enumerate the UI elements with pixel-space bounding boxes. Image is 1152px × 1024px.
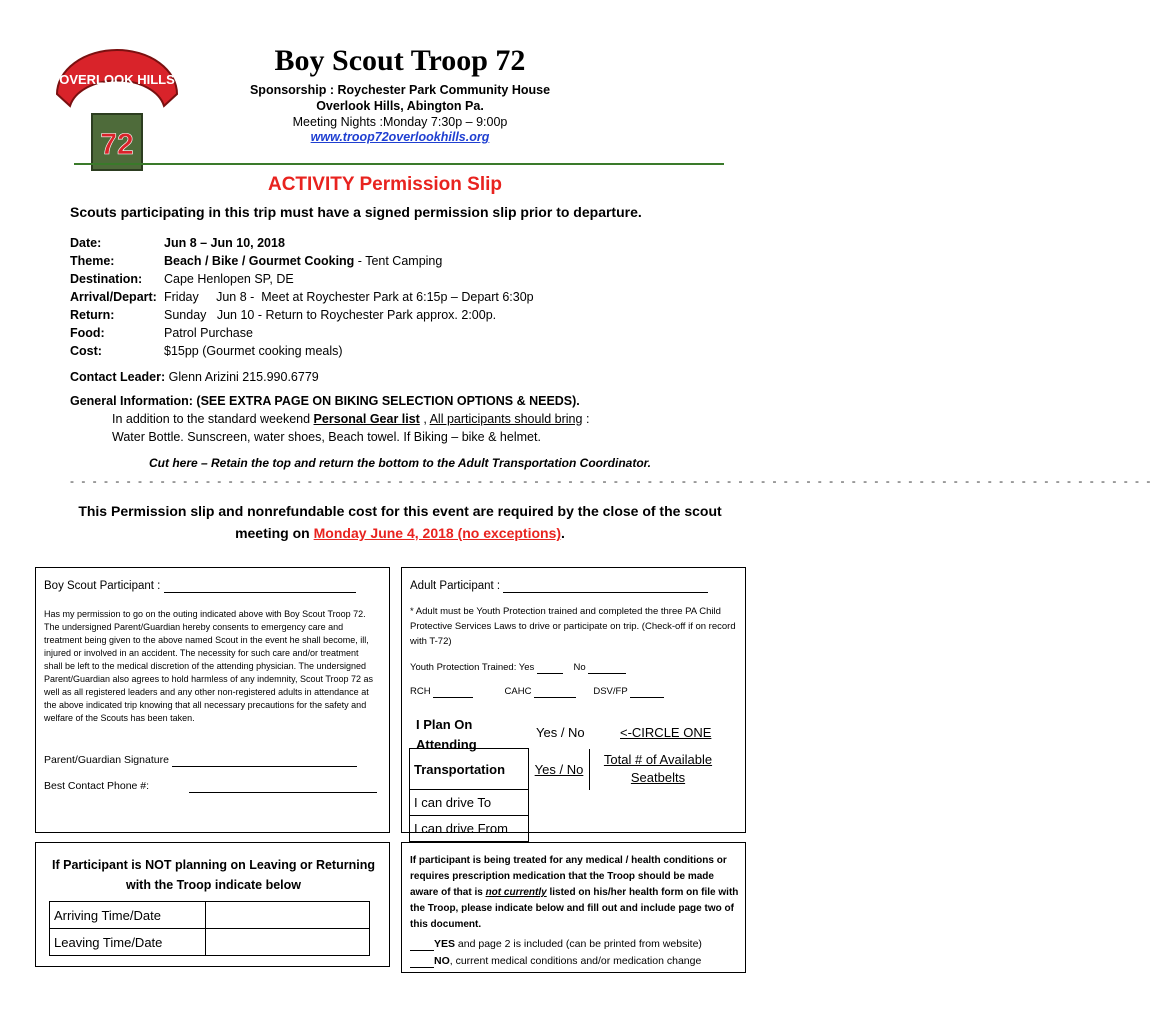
training-row — [410, 686, 664, 698]
medical-no-field[interactable] — [410, 955, 434, 968]
ypt-yes-field[interactable] — [537, 662, 563, 674]
consent-text: Has my permission to go on the outing indicated above with Boy Scout Troop 72. The undersigned Parent/Guardian hereby consents to emergency care and treatment being given to the above named Scout in the event he shall become, ill, injured or involved in an accident. The necessity for such care and/or treatment shall be left to the medical discretion of the attending physician. The undersigned Parent/Guardian also agrees to hold harmless of any indemnity, Scout Troop 72 as well as all registered leaders and any other non-registered adults in attendance at the above indicated trip knowing that all necessary precautions for the safety and welfare of the Scouts has been taken. — [44, 609, 374, 723]
scout-participant-label: Boy Scout Participant : — [44, 580, 161, 592]
transport-label: Transportation — [410, 749, 529, 790]
plan-yes-no[interactable]: Yes / No — [536, 725, 585, 740]
medical-yes-row — [410, 938, 702, 951]
medical-no-row — [410, 955, 701, 968]
general-line1-b: , — [419, 412, 430, 426]
date-value: Jun 8 – Jun 10, 2018 — [164, 236, 285, 250]
signature-field[interactable] — [172, 754, 357, 767]
date-label: Date: — [70, 236, 102, 250]
scout-name-field[interactable] — [164, 580, 356, 593]
arrival-label: Arrival/Depart: — [70, 290, 157, 304]
slip-title: ACTIVITY Permission Slip — [267, 174, 503, 195]
adult-requirement: * Adult must be Youth Protection trained and completed the three PA Child Protective Services Laws to drive or participate on trip. (Check-off if on record with T-72) — [410, 606, 736, 647]
deadline-line2-b: . — [561, 525, 565, 541]
deadline-line2-a: meeting on — [235, 525, 314, 541]
header-divider — [74, 163, 724, 165]
logo-top-text: OVERLOOK HILLS — [59, 72, 175, 87]
return-label: Return: — [70, 308, 115, 322]
arrival-row — [70, 290, 534, 304]
ypt-label: Youth Protection Trained: Yes — [410, 662, 535, 673]
ypt-no-label: No — [573, 662, 586, 673]
phone-field[interactable] — [189, 780, 377, 793]
general-line1 — [112, 412, 589, 426]
cost-label: Cost: — [70, 344, 102, 358]
food-row — [70, 326, 253, 340]
medical-text-a: If participant is being treated for any medical / health conditions or requires prescription medication that the Troop should be made aware of that is — [410, 855, 727, 898]
leaving-field[interactable] — [206, 929, 370, 956]
rch-field[interactable] — [433, 686, 473, 698]
leave-heading: If Participant is NOT planning on Leaving or Returning with the Troop indicate below — [52, 858, 375, 892]
phone-row — [44, 780, 377, 793]
general-line1-a: In addition to the standard weekend — [112, 412, 314, 426]
seatbelts-cell — [590, 749, 727, 790]
contact-row — [70, 370, 319, 384]
medical-no-label: NO — [434, 955, 450, 967]
medical-text — [410, 853, 740, 933]
arriving-label: Arriving Time/Date — [50, 902, 206, 929]
rch-label: RCH — [410, 686, 431, 697]
destination-label: Destination: — [70, 272, 143, 286]
cost-row — [70, 344, 343, 358]
adult-participant-label: Adult Participant : — [410, 580, 501, 592]
theme-row — [70, 254, 442, 268]
scout-participant-box — [35, 567, 390, 833]
ypt-no-field[interactable] — [588, 662, 626, 674]
medical-yes-field[interactable] — [410, 938, 434, 951]
sponsorship: Sponsorship : Roychester Park Community House — [249, 83, 551, 97]
general-line1-c: : — [582, 412, 590, 426]
logo-number: 72 — [100, 128, 134, 161]
adult-participant-box — [401, 567, 746, 836]
date-row — [70, 236, 285, 250]
deadline-date: Monday June 4, 2018 (no exceptions) — [313, 525, 562, 541]
deadline-note — [70, 500, 730, 544]
cahc-field[interactable] — [534, 686, 576, 698]
circle-one-note: <-CIRCLE ONE — [620, 725, 712, 740]
plan-label: I Plan On Attending — [416, 717, 477, 752]
page-title: Boy Scout Troop 72 — [274, 44, 526, 77]
food-label: Food: — [70, 326, 105, 340]
cut-note: Cut here – Retain the top and return the bottom to the Adult Transportation Coordinator. — [149, 456, 651, 470]
gear-list-link[interactable]: Personal Gear list — [313, 412, 420, 426]
leaving-label: Leaving Time/Date — [50, 929, 206, 956]
medical-box — [401, 842, 746, 973]
location: Overlook Hills, Abington Pa. — [316, 99, 484, 113]
meeting-nights: Meeting Nights :Monday 7:30p – 9:00p — [292, 115, 508, 129]
destination-value: Cape Henlopen SP, DE — [164, 272, 294, 286]
food-value: Patrol Purchase — [164, 326, 253, 340]
signature-row — [44, 754, 357, 767]
adult-name-field[interactable] — [503, 580, 708, 593]
arriving-field[interactable] — [206, 902, 370, 929]
seatbelts-label: Total # of Available Seatbelts — [603, 752, 713, 785]
leave-return-box — [35, 842, 390, 967]
medical-yes-label: YES — [434, 938, 456, 950]
theme-value: Beach / Bike / Gourmet Cooking — [164, 254, 355, 268]
logo-sub-text: ABINGTON PA — [96, 94, 138, 100]
medical-no-text: , current medical conditions and/or medication change — [449, 955, 702, 967]
medical-yes-text: and page 2 is included (can be printed from website) — [455, 938, 702, 950]
signature-label: Parent/Guardian Signature — [44, 754, 169, 766]
cut-line: - - - - - - - - - - - - - - - - - - - - - - - - - - - - - - - - - - - - - - - - - - - - - - - - - - - - - - - - - - - - - - - - - - - - - - - - - - - - - - - - - - - - - - - - - - - - - - - - — [70, 474, 1152, 488]
arrival-value: Friday Jun 8 - Meet at Roychester Park at 6:15p – Depart 6:30p — [164, 290, 534, 304]
adult-participant-row — [410, 580, 708, 593]
contact-value: Glenn Arizini 215.990.6779 — [165, 370, 319, 384]
theme-extra: - Tent Camping — [354, 254, 443, 268]
contact-label: Contact Leader: — [70, 370, 166, 384]
general-line2: Water Bottle. Sunscreen, water shoes, Beach towel. If Biking – bike & helmet. — [112, 430, 541, 444]
ypt-row — [410, 662, 626, 674]
drive-from-label: I can drive From — [410, 816, 529, 842]
scout-participant-row — [44, 580, 356, 593]
troop-logo — [52, 46, 182, 176]
phone-label: Best Contact Phone #: — [44, 780, 150, 792]
not-currently: not currently — [485, 887, 547, 898]
general-heading: General Information: (SEE EXTRA PAGE ON BIKING SELECTION OPTIONS & NEEDS). — [70, 394, 580, 408]
scouts-note: Scouts participating in this trip must have a signed permission slip prior to departure. — [70, 204, 642, 220]
all-participants-text: All participants should bring — [429, 412, 583, 426]
dsv-field[interactable] — [630, 686, 664, 698]
return-row — [70, 308, 496, 322]
website-link[interactable]: www.troop72overlookhills.org — [310, 130, 490, 144]
leave-table — [49, 901, 370, 956]
medical-text-b: listed on his/her health form on file with the Troop, please indicate below and fill out and include page two of this document. — [410, 887, 739, 930]
cost-value: $15pp (Gourmet cooking meals) — [164, 344, 343, 358]
drive-to-label: I can drive To — [410, 790, 529, 816]
destination-row — [70, 272, 294, 286]
transport-yes-no-cell — [529, 749, 590, 790]
deadline-line2 — [70, 522, 730, 544]
deadline-line1: This Permission slip and nonrefundable cost for this event are required by the close of the scout — [78, 503, 722, 519]
cahc-label: CAHC — [504, 686, 532, 697]
transport-yes-no[interactable]: Yes / No — [534, 761, 584, 777]
transport-table — [409, 748, 726, 842]
theme-label: Theme: — [70, 254, 115, 268]
dsv-label: DSV/FP — [593, 686, 628, 697]
return-value: Sunday Jun 10 - Return to Roychester Park approx. 2:00p. — [164, 308, 497, 322]
